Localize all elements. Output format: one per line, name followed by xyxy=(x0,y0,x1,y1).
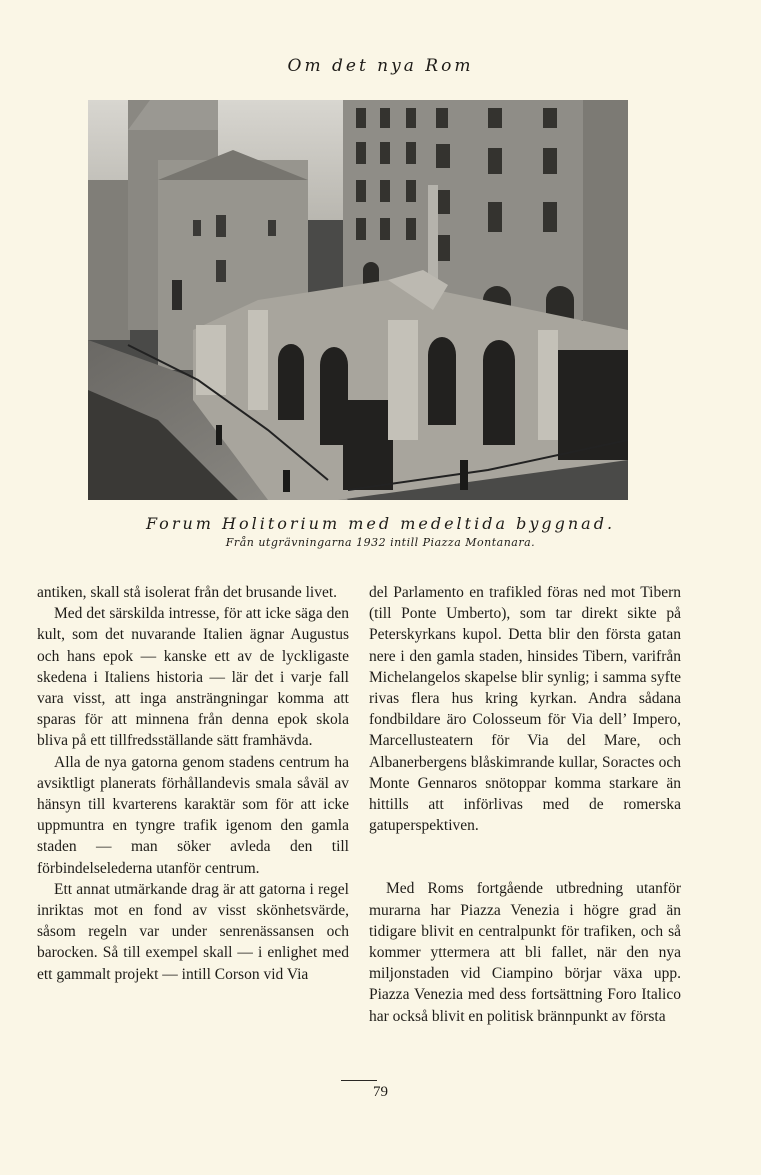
paragraph: Ett annat utmärkande drag är att gatorna i regel inriktas mot en fond av visst skönhetsvärde, såsom regeln var under senrenässansen och barocken. Så till exempel skall — i enlighet med ett gammalt projekt — intill Corson vid Via xyxy=(37,880,349,983)
figure-subcaption: Från utgrävningarna 1932 intill Piazza Montanara. xyxy=(225,536,536,549)
running-head: Om det nya Rom xyxy=(287,56,474,76)
paragraph: Med Roms fortgående utbredning utanför murarna har Piazza Venezia i högre grad än tidigare blivit en centralpunkt för trafiken, och så kommer yttermera att bli fallet, när den nya miljonstaden vid Ciampino börjar växa upp. Piazza Venezia med dess fortsättning Foro Italico har också blivit en politisk brännpunkt av första xyxy=(369,880,681,1025)
paragraph: antiken, skall stå isolerat från det brusande livet. xyxy=(37,584,338,601)
page-number: 79 xyxy=(373,1084,388,1100)
paragraph: Alla de nya gatorna genom stadens centrum ha avsiktligt planerats förhållandevis smala såväl av hänsyn till kvarterens karaktär som för att icke uppmuntra en tyngre trafik igenom den gamla staden — man söker avleda den till förbindelselederna utanför centrum. xyxy=(37,753,349,877)
figure-caption: Forum Holitorium med medeltida byggnad. xyxy=(145,514,616,533)
paragraph: del Parlamento en trafikled föras ned mot Tibern (till Ponte Umberto), som tar direkt sikte på Peterskyrkans kupol. Detta blir den första gatan nere i den gamla staden, hinsides Tibern, varifrån Michelangelos skapelse blir synlig; i samma syfte rivas flera hus kring kyrkan. Andra sådana fondbildare äro Colosseum för Via dell’ Impero, Marcellusteatern för Via del Mare, och Albanerbergens blåskimrande kullar, Soractes och Monte Gennaros snötoppar komma starkare än hittills att införlivas med de romerska gatuperspektiven. xyxy=(369,584,681,835)
text-column-left xyxy=(37,582,349,985)
paragraph: Med det särskilda intresse, för att icke säga den kult, som det nuvarande Italien ägnar Augustus och hans epok — kanske ett av de lyckligaste skedena i Italiens historia — lär det i varje fall vara visst, att inga ansträngningar komma att sparas för att minnena från denna epok skola bliva på ett tillfredsställande sätt framhävda. xyxy=(37,605,349,750)
photograph-forum-holitorium xyxy=(88,100,628,500)
text-column-right xyxy=(369,582,681,1027)
folio-rule xyxy=(341,1080,377,1081)
